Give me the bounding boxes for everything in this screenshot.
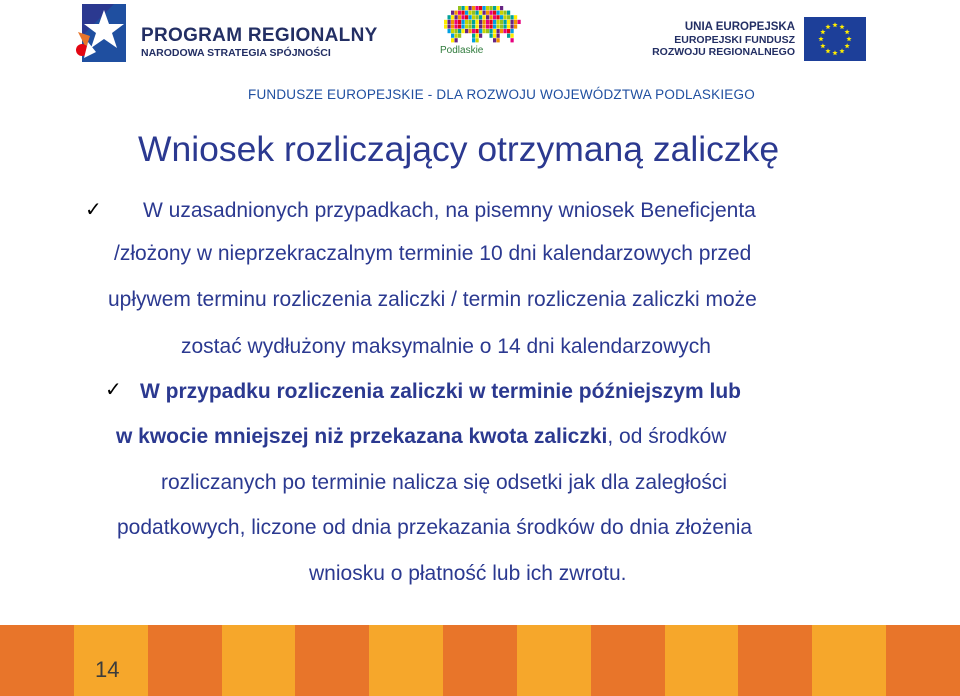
footer-color-block <box>517 625 592 696</box>
bison-tile <box>486 29 489 33</box>
bison-tile <box>514 15 517 19</box>
bison-tile <box>497 20 500 24</box>
eu-text <box>652 21 795 59</box>
bison-tile <box>500 24 503 28</box>
bullet1-line-2: /złożony w nieprzekraczalnym terminie 10 dni kalendarzowych przed <box>114 242 752 265</box>
footer-color-block <box>222 625 297 696</box>
bison-tile <box>507 34 510 38</box>
bison-tile <box>462 11 465 15</box>
bison-tile <box>465 29 468 33</box>
bison-tile <box>472 38 475 42</box>
bison-tile <box>458 34 461 38</box>
bullet2-line-1: W przypadku rozliczenia zaliczki w terminie późniejszym lub <box>140 380 741 403</box>
bison-tile <box>462 6 465 10</box>
bison-tile <box>462 20 465 24</box>
bison-tile <box>493 29 496 33</box>
bison-tile <box>455 11 458 15</box>
bison-tile <box>472 34 475 38</box>
page-title: Wniosek rozliczający otrzymaną zaliczkę <box>138 129 780 169</box>
bison-tile <box>462 29 465 33</box>
bison-tile <box>472 24 475 28</box>
bison-tile <box>472 20 475 24</box>
bison-tile <box>444 20 447 24</box>
bison-tile <box>479 34 482 38</box>
bison-tile <box>451 29 454 33</box>
bison-tile <box>451 11 454 15</box>
program-subtitle: NARODOWA STRATEGIA SPÓJNOŚCI <box>141 47 331 59</box>
bison-tile <box>493 24 496 28</box>
bison-tile <box>472 15 475 19</box>
eu-flag-icon <box>804 17 866 61</box>
bison-tile <box>497 6 500 10</box>
bison-tile <box>476 34 479 38</box>
bison-tile <box>497 24 500 28</box>
bison-tile <box>511 29 514 33</box>
program-regionalny-logo-icon <box>74 2 136 64</box>
bison-tile <box>483 29 486 33</box>
bison-tile <box>479 24 482 28</box>
checkmark-icon: ✓ <box>85 199 102 221</box>
bison-tile <box>458 29 461 33</box>
bison-tile <box>469 29 472 33</box>
checkmark-icon: ✓ <box>105 379 122 401</box>
header <box>0 0 960 110</box>
bison-tile <box>448 29 451 33</box>
bison-tile <box>507 29 510 33</box>
bison-tile <box>507 24 510 28</box>
bison-tile <box>507 11 510 15</box>
bison-tile <box>490 6 493 10</box>
footer-color-block <box>665 625 740 696</box>
bison-tile <box>458 15 461 19</box>
bison-tile <box>469 6 472 10</box>
bison-tile <box>486 20 489 24</box>
bison-tile <box>472 6 475 10</box>
bison-tile <box>469 15 472 19</box>
bison-tile <box>504 24 507 28</box>
bison-tile <box>507 20 510 24</box>
bison-tile <box>486 11 489 15</box>
bullet2-line-2 <box>116 425 726 449</box>
bison-tile <box>483 6 486 10</box>
bison-tile <box>500 11 503 15</box>
bison-tile <box>483 15 486 19</box>
footer-color-block <box>812 625 887 696</box>
bison-tile <box>465 24 468 28</box>
bison-tile <box>455 34 458 38</box>
eu-line-1: UNIA EUROPEJSKA <box>684 21 795 33</box>
bison-tile <box>507 15 510 19</box>
bullet1-line-3: upływem terminu rozliczenia zaliczki / termin rozliczenia zaliczki może <box>108 288 757 311</box>
bison-tile <box>451 24 454 28</box>
bison-tile <box>476 24 479 28</box>
footer-color-block <box>369 625 444 696</box>
bison-tile <box>500 20 503 24</box>
bison-tile <box>493 34 496 38</box>
footer-color-block <box>886 625 960 696</box>
footer-color-block <box>591 625 666 696</box>
bison-tile <box>497 34 500 38</box>
bison-tile <box>479 20 482 24</box>
footer-color-strip <box>0 625 960 696</box>
bison-tile <box>479 29 482 33</box>
bullet2-line-2-rest: , od środków <box>607 425 727 448</box>
bison-tile <box>472 29 475 33</box>
bison-tile <box>455 38 458 42</box>
bison-tile <box>490 24 493 28</box>
bison-tile <box>472 11 475 15</box>
page-number: 14 <box>95 657 120 682</box>
bison-tile <box>444 24 447 28</box>
footer-color-block <box>148 625 223 696</box>
bison-tile <box>476 11 479 15</box>
bison-tile <box>451 38 454 42</box>
bison-tile <box>465 20 468 24</box>
bison-tile <box>511 15 514 19</box>
bison-tile <box>493 11 496 15</box>
bison-tile <box>448 15 451 19</box>
bison-tile <box>493 20 496 24</box>
bison-tile <box>497 29 500 33</box>
bison-tile <box>500 6 503 10</box>
bison-tile <box>483 20 486 24</box>
bison-tile <box>476 38 479 42</box>
bison-tile <box>465 6 468 10</box>
footer-color-block <box>443 625 518 696</box>
bullet2-line-5: wniosku o płatność lub ich zwrotu. <box>309 562 627 585</box>
bison-tile <box>490 11 493 15</box>
bison-tile <box>451 34 454 38</box>
bullet2-line-2-bold: w kwocie mniejszej niż przekazana kwota zaliczki <box>116 425 608 448</box>
bison-tile <box>486 24 489 28</box>
bison-tile <box>497 38 500 42</box>
bison-tile <box>465 15 468 19</box>
bison-tile <box>490 15 493 19</box>
bison-tile <box>497 15 500 19</box>
bison-tile <box>500 15 503 19</box>
bison-tile <box>514 20 517 24</box>
bison-tile <box>490 34 493 38</box>
bison-tile <box>479 6 482 10</box>
bison-tile <box>486 15 489 19</box>
bison-tile <box>462 24 465 28</box>
bison-tile <box>476 29 479 33</box>
bison-tile <box>518 20 521 24</box>
bison-tile <box>458 20 461 24</box>
bison-tile <box>500 29 503 33</box>
bison-tile <box>458 11 461 15</box>
bison-tile <box>493 6 496 10</box>
footer-color-block <box>738 625 813 696</box>
bison-tile <box>455 24 458 28</box>
podlaskie-label: Podlaskie <box>440 45 484 56</box>
bison-tile <box>451 15 454 19</box>
bison-tile <box>469 24 472 28</box>
bison-tile <box>479 11 482 15</box>
eu-line-2: EUROPEJSKI FUNDUSZ <box>674 33 795 46</box>
program-title: PROGRAM REGIONALNY <box>141 25 378 46</box>
bison-tile <box>479 15 482 19</box>
bison-tile <box>511 20 514 24</box>
bullet1-line-1: W uzasadnionych przypadkach, na pisemny wniosek Beneficjenta <box>143 199 756 222</box>
bison-tile <box>511 24 514 28</box>
bison-tile <box>469 11 472 15</box>
bison-tile <box>483 24 486 28</box>
bison-tile <box>511 34 514 38</box>
bullet1-line-4: zostać wydłużony maksymalnie o 14 dni kalendarzowych <box>181 335 711 358</box>
bison-tile <box>504 29 507 33</box>
bison-tile <box>458 6 461 10</box>
bison-tile <box>476 15 479 19</box>
bison-tile <box>455 20 458 24</box>
bison-tile <box>490 29 493 33</box>
bison-tile <box>448 24 451 28</box>
bison-tile <box>490 20 493 24</box>
bison-tile <box>465 11 468 15</box>
bison-tile <box>514 24 517 28</box>
bison-tile <box>504 15 507 19</box>
bison-tile <box>451 20 454 24</box>
bison-tile <box>455 15 458 19</box>
bison-tile <box>476 20 479 24</box>
bison-tile <box>504 20 507 24</box>
bison-tile <box>493 15 496 19</box>
bison-tile <box>486 6 489 10</box>
bison-tile <box>511 38 514 42</box>
bison-tile <box>455 29 458 33</box>
bison-tile <box>504 11 507 15</box>
bison-tile <box>476 6 479 10</box>
bison-tile <box>497 11 500 15</box>
bison-tile <box>483 11 486 15</box>
bison-tile <box>493 38 496 42</box>
bison-tile <box>458 24 461 28</box>
bison-tile <box>462 15 465 19</box>
funds-banner: FUNDUSZE EUROPEJSKIE - DLA ROZWOJU WOJEWÓDZTWA PODLASKIEGO <box>248 87 755 102</box>
bullet2-line-3: rozliczanych po terminie nalicza się odsetki jak dla zaległości <box>161 471 728 494</box>
footer-color-block <box>0 625 75 696</box>
bison-tile <box>469 20 472 24</box>
eu-line-3: ROZWOJU REGIONALNEGO <box>652 46 795 58</box>
bison-tile <box>448 20 451 24</box>
footer-color-block <box>295 625 370 696</box>
bullet2-line-4: podatkowych, liczone od dnia przekazania środków do dnia złożenia <box>117 516 753 539</box>
